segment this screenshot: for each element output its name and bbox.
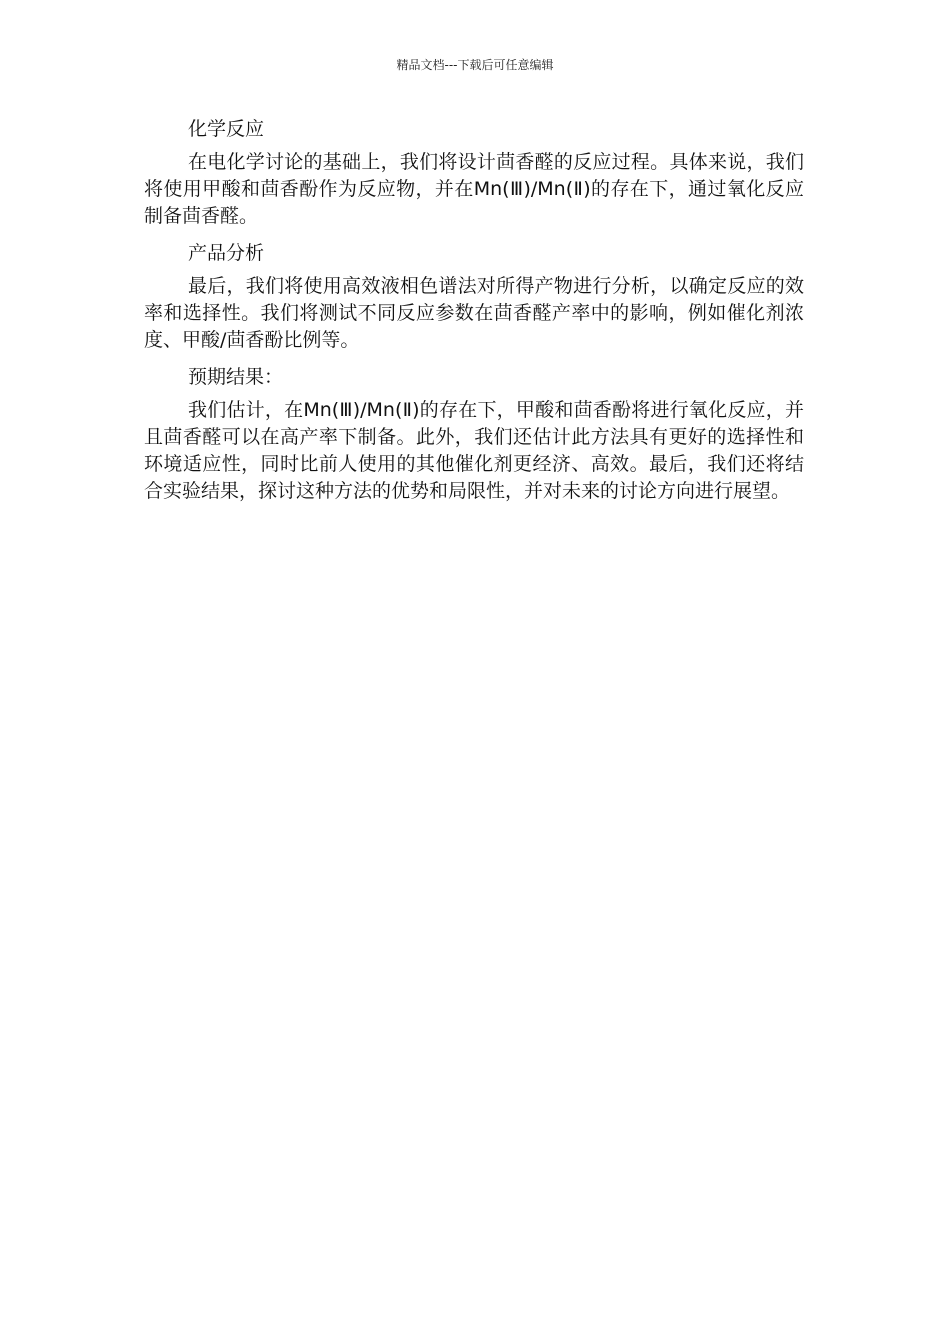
section-heading: 产品分析 [188,242,265,264]
section-paragraph: 最后，我们将使用高效液相色谱法对所得产物进行分析，以确定反应的效率和选择性。我们将测试不同反应参数在茴香醛产率中的影响，例如催化剂浓度、甲酸/茴香酚比例等。 [144,275,804,351]
page-header: 精品文档---下载后可任意编辑 [396,58,554,72]
document-body [144,116,804,505]
section-expected-results [144,364,804,505]
section-heading: 预期结果： [188,366,284,388]
section-product-analysis [144,240,804,354]
section-paragraph: 我们估计，在Mn(Ⅲ)/Mn(Ⅱ)的存在下，甲酸和茴香酚将进行氧化反应，并且茴香醛可以在高产率下制备。此外，我们还估计此方法具有更好的选择性和环境适应性，同时比前人使用的其他催化剂更经济、高效。最后，我们还将结合实验结果，探讨这种方法的优势和局限性，并对未来的讨论方向进行展望。 [144,399,804,502]
section-heading: 化学反应 [188,118,265,140]
section-chemical-reaction [144,116,804,230]
section-paragraph: 在电化学讨论的基础上，我们将设计茴香醛的反应过程。具体来说，我们将使用甲酸和茴香酚作为反应物，并在Mn(Ⅲ)/Mn(Ⅱ)的存在下，通过氧化反应制备茴香醛。 [144,151,804,227]
